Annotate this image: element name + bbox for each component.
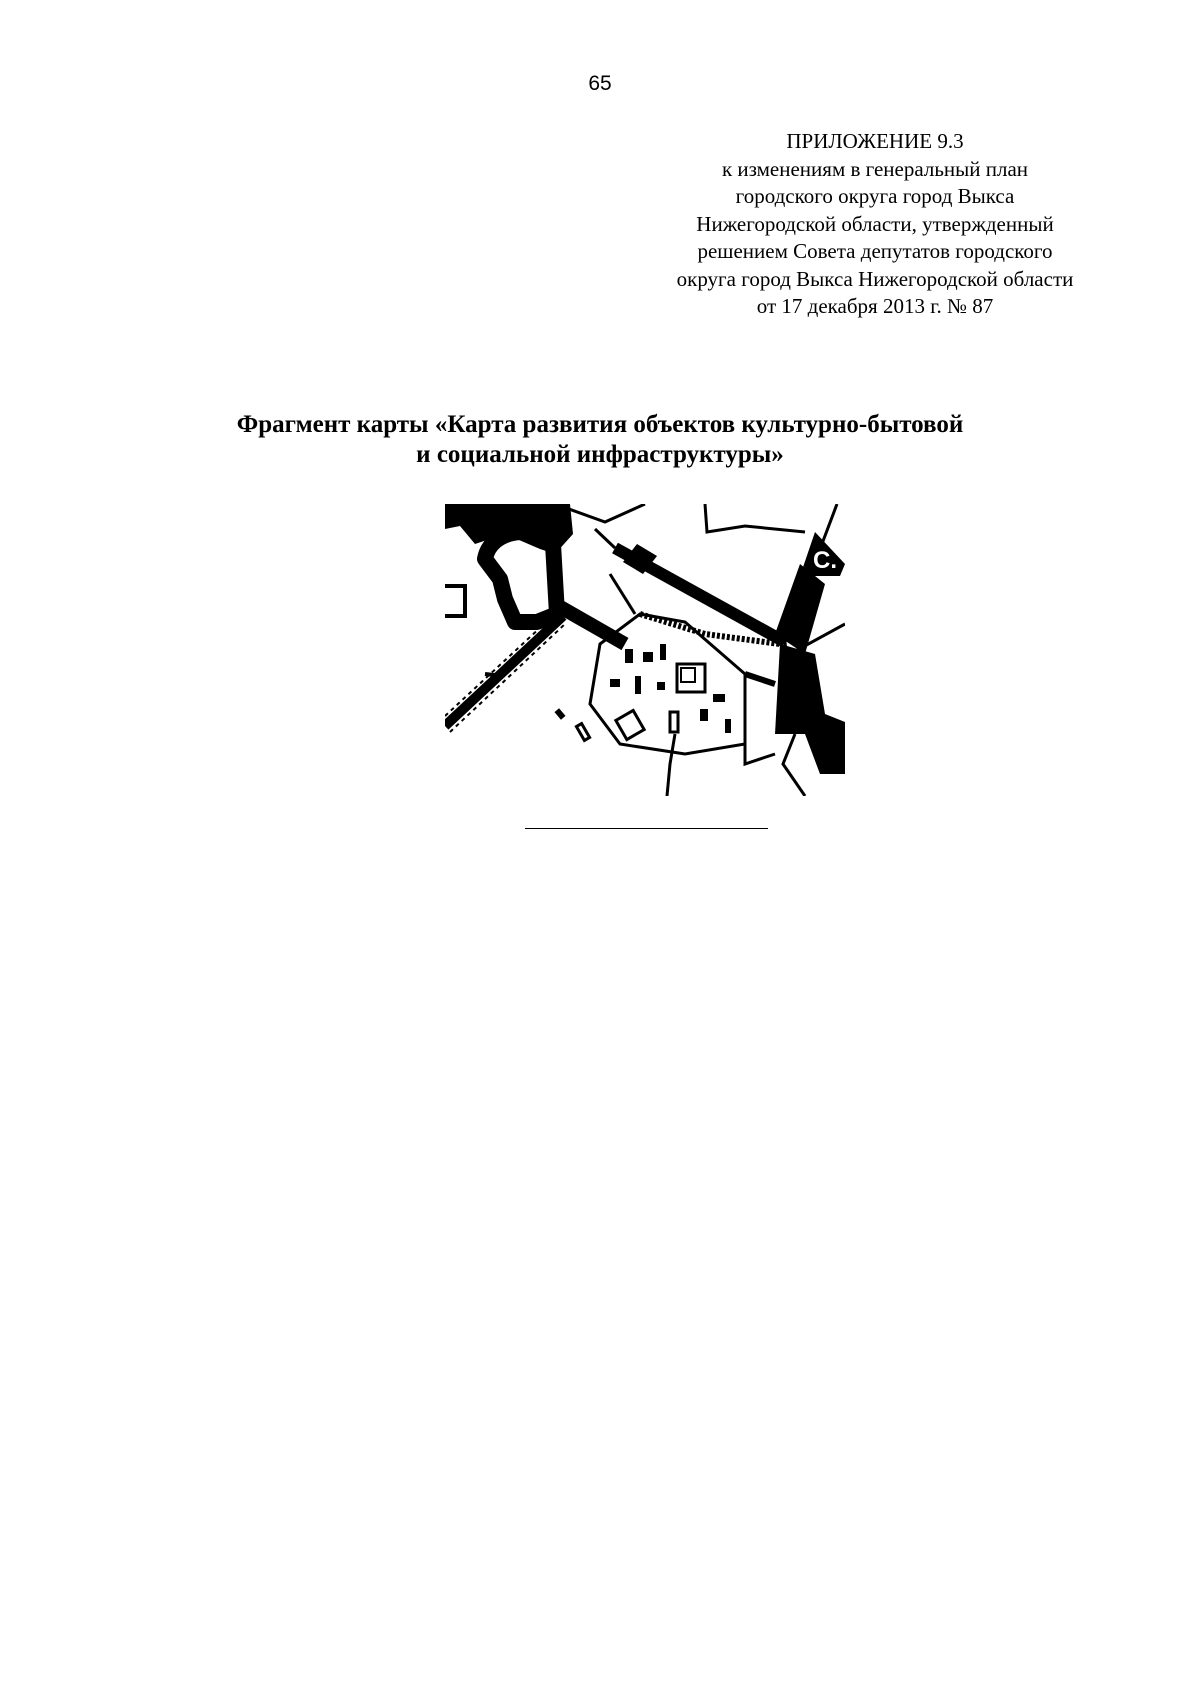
document-title [0,410,1200,470]
appendix-date: от 17 декабря 2013 г. № 87 [756,294,994,318]
footer-divider [525,828,768,829]
appendix-header [640,128,1110,321]
map-label: С. [813,547,837,574]
page-number: 65 [588,72,612,95]
document-title-line-1: Фрагмент карты «Карта развития объектов культурно-бытовой [236,411,964,438]
appendix-line: к изменениям в генеральный план [721,156,1029,181]
appendix-line: Нижегородской области, утвержденный [696,211,1054,236]
map-fragment-graphic [445,504,845,796]
map-fragment [445,504,845,796]
appendix-title: ПРИЛОЖЕНИЕ 9.3 [786,129,964,153]
appendix-line: решением Совета депутатов городского [697,239,1053,263]
appendix-line: округа город Выкса Нижегородской области [676,266,1074,291]
appendix-line: городского округа город Выкса [735,184,1015,208]
document-title-line-2: и социальной инфраструктуры» [416,441,784,468]
